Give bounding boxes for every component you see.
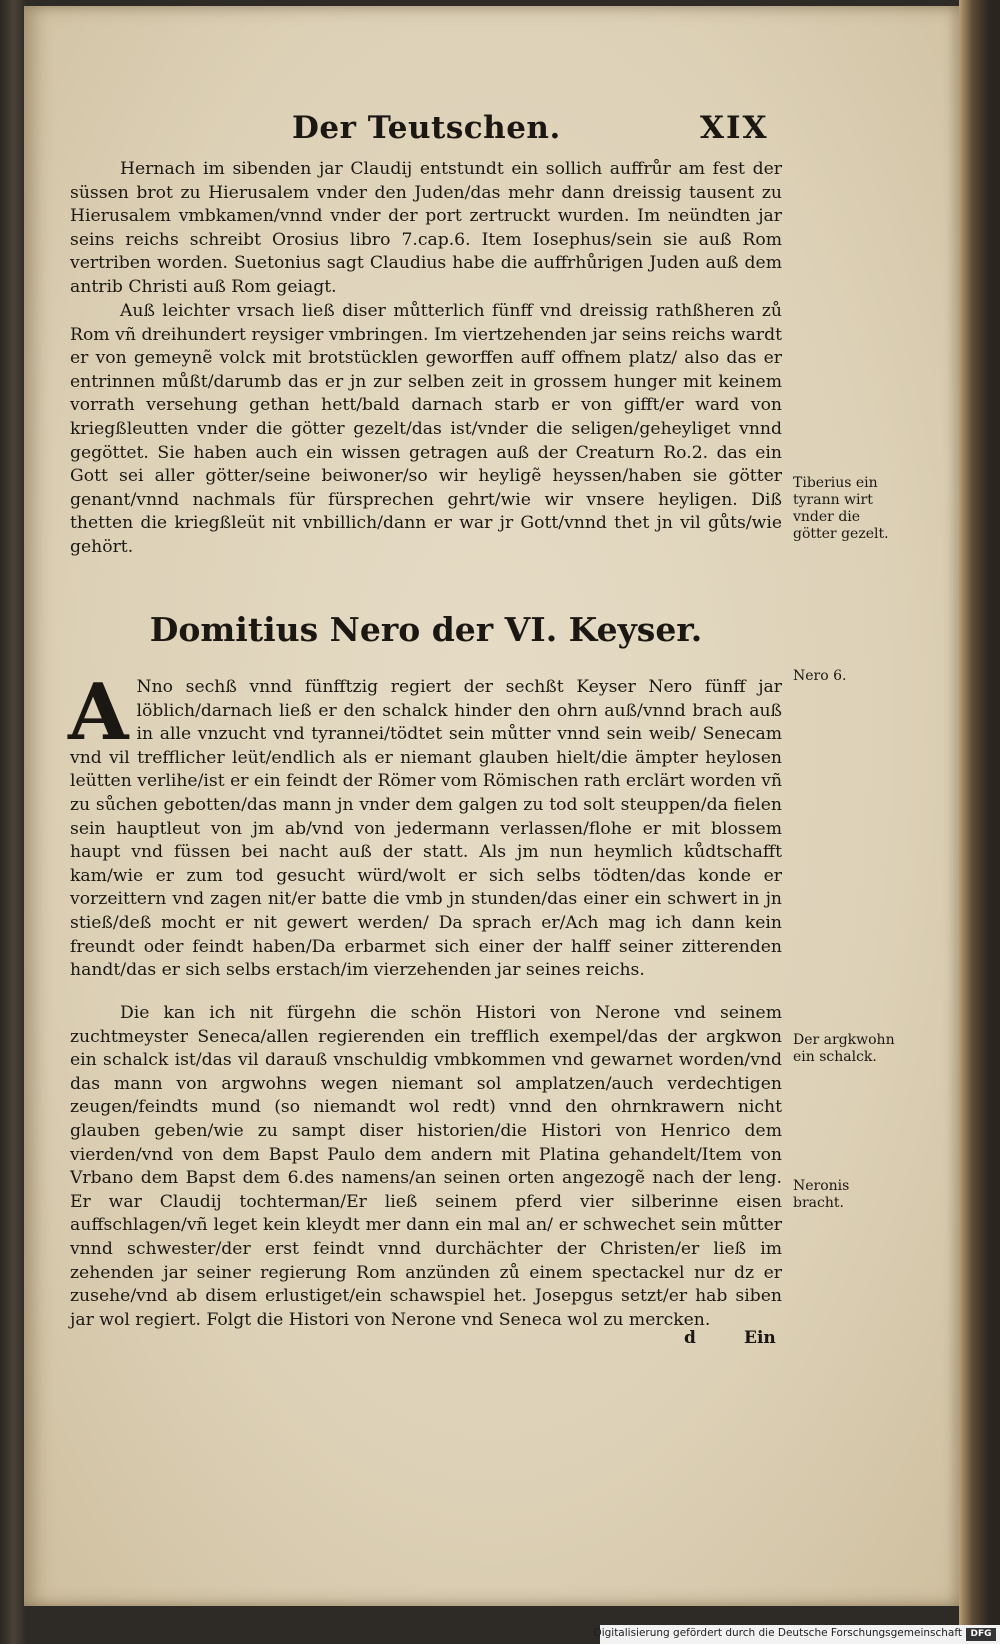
paragraph-1: Hernach im sibenden jar Claudij entstundt ein sollich auffrůr am fest der süssen brot zu Hierusalem vnder den Juden/das mehr dann dreissig tausent zu Hierusalem vmbkamen/vnnd vnder der port zertruckt wurden. Im neündten jar seins reichs schreibt Orosius libro 7.cap.6. Item Iosephus/sein sie auß Rom vertriben worden. Suetonius sagt Claudius habe die auffrhůrigen Juden auß dem antrib Christi auß Rom geiagt. xyxy=(70,159,782,297)
section-heading: Domitius Nero der VI. Keyser. xyxy=(149,610,703,649)
dfg-credit-text: Digitalisierung gefördert durch die Deutsche Forschungsgemeinschaft xyxy=(593,1627,962,1639)
margin-note-tiberius: Tiberius ein tyrann wirt vnder die götter gezelt. xyxy=(793,475,889,542)
drop-initial: A xyxy=(68,667,129,758)
folio-number: XIX xyxy=(700,110,769,146)
signature-mark: d xyxy=(684,1328,696,1348)
book-edge xyxy=(959,0,1000,1644)
dfg-logo: DFG xyxy=(966,1628,996,1641)
margin-note-neronis: Neronis bracht. xyxy=(793,1178,850,1211)
catchword: Ein xyxy=(744,1328,776,1348)
paragraph-3 xyxy=(68,667,783,983)
margin-note-nero: Nero 6. xyxy=(793,668,847,684)
paragraph-2: Auß leichter vrsach ließ diser můtterlich fünff vnd dreissig rathßheren zů Rom vñ dreihundert reysiger vmbringen. Im viertzehenden jar seins reichs wardt er von gemeynẽ volck mit brotstücklen geworffen auff offnem platz/ also das er entrinnen můßt/darumb das er jn zur selben zeit in grossem hunger mit keinem vorrath versehung gethan hett/bald darnach starb er von gifft/er ward von kriegßleutten vnder die götter gezelt/das ist/vnder die seligen/geheyliget vnnd gegöttet. Sie haben auch ein wissen getragen auß der Creaturn Ro.2. das ein Gott sei aller götter/seine beiwoner/so wir heyligẽ heyssen/haben sie götter genant/vnnd nachmals für fürsprechen gehrt/wie wir vnsere heyligen. Diß thetten die kriegßleüt nit vnbillich/dann er war jr Gott/vnnd thet jn vil gůts/wie gehört. xyxy=(70,301,782,557)
running-title: Der Teutschen. xyxy=(292,110,561,146)
dfg-footer-bar xyxy=(593,1625,1000,1644)
paragraph-3-text: Nno sechß vnnd fünfftzig regiert der sechßt Keyser Nero fünff jar löblich/darnach ließ er den schalck hinder den ohrn auß/vnnd brach auß in alle vnzucht vnd tyrannei/tödtet sein můtter vnnd sein weib/ Senecam vnd vil trefflicher leüt/endlich als er niemant glauben hielt/die ämpter heylosen leütten verlihe/ist er ein feindt der Römer vom Römischen rath erclärt worden vñ zu sůchen gebotten/das mann jn vnder dem galgen zu tod solt steuppen/da fielen sein hauptleut von jm ab/vnd von jedermann verlassen/flohe er mit blossem haupt vnd füssen bei nacht auß der statt. Als jm nun heymlich kůdtschafft kam/wie er zum tod gesucht würd/wolt er sich selbs tödten/das konde er vorzeittern vnd zagen nit/er batte die vmb jn stunden/das einer ein schwert in jn stieß/deß mocht er nit gewert werden/ Da sprach er/Ach mag ich dann kein freundt oder feindt haben/Da erbarmet sich einer der halff seiner zitterenden handt/das er sich selbs erstach/im vierzehenden jar seines reichs. xyxy=(70,677,783,981)
paragraph-4: Die kan ich nit fürgehn die schön Histori von Nerone vnd seinem zuchtmeyster Seneca/allen regierenden ein trefflich exempel/das der argkwon ein schalck ist/das vil darauß vnschuldig vmbkommen vnd gewarnet worden/vnd das mann von argwohns wegen niemant sol amplatzen/auch verdechtigen zeugen/feindts mund (so niemandt wol redt) vnnd den ohrnkrawern nicht glauben geben/wie zu sampt diser historien/die Histori von Henrico dem vierden/vnd von dem Bapst Paulo dem andern mit Platina gehandelt/Item von Vrbano dem Bapst dem 6.des namens/an seinen orten angezogẽ nach der leng. Er war Claudij tochterman/Er ließ seinem pferd vier silberinne eisen auffschlagen/vñ leget kein kleydt mer dann ein mal an/ er schwechet sein můtter vnnd schwester/der erst feindt vnnd durchächter der Christen/er ließ im zehenden jar seiner regierung Rom anzünden zů einem spectackel nur dz er zusehe/vnd ab disem erlustiget/ein schawspiel het. Josepgus setzt/er hab siben jar wol regiert. Folgt die Histori von Nerone vnd Seneca wol zu mercken. xyxy=(70,1003,782,1330)
margin-note-argkwohn: Der argkwohn ein schalck. xyxy=(793,1032,895,1065)
